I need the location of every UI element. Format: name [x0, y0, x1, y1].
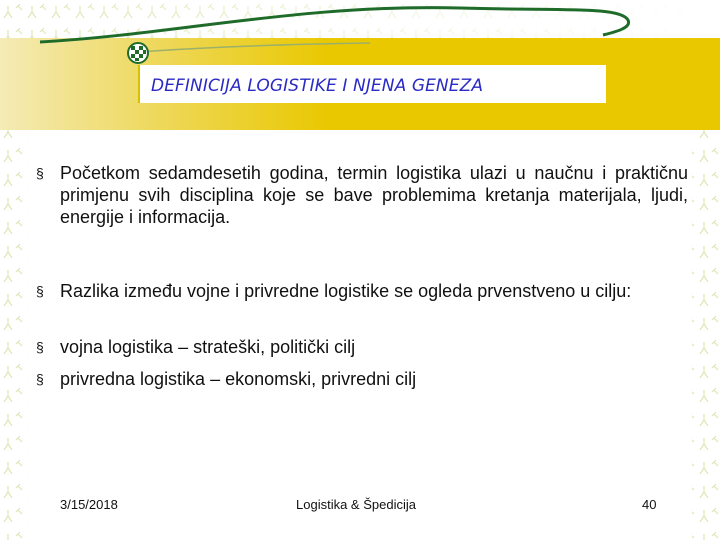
section-sign-bullet-icon: §	[36, 283, 44, 299]
page-number: 40	[642, 497, 657, 512]
checkered-globe-icon	[128, 43, 148, 63]
swirl-line	[40, 8, 629, 42]
section-sign-bullet-icon: §	[36, 339, 44, 355]
footer-title: Logistika & Špedicija	[296, 497, 416, 512]
section-sign-bullet-icon: §	[36, 165, 44, 181]
footer-date: 3/15/2018	[60, 497, 118, 512]
bullet-item-4: privredna logistika – ekonomski, privredni cilj	[60, 369, 417, 389]
section-sign-bullet-icon: §	[36, 371, 44, 387]
slide-title: DEFINICIJA LOGISTIKE I NJENA GENEZA	[151, 76, 484, 96]
bullet-item-2: Razlika između vojne i privredne logistike se ogleda prvenstveno u cilju:	[60, 281, 632, 301]
bullet-item-3: vojna logistika – strateški, politički cilj	[60, 337, 356, 357]
ribbon-line	[138, 43, 370, 52]
bullet-item-1: Početkom sedamdesetih godina, termin logistika ulazi u naučnu i praktičnu primjenu svih disciplina koje se bave problemima kretanja materijala, ljudi, energije i informacija.	[60, 163, 688, 227]
